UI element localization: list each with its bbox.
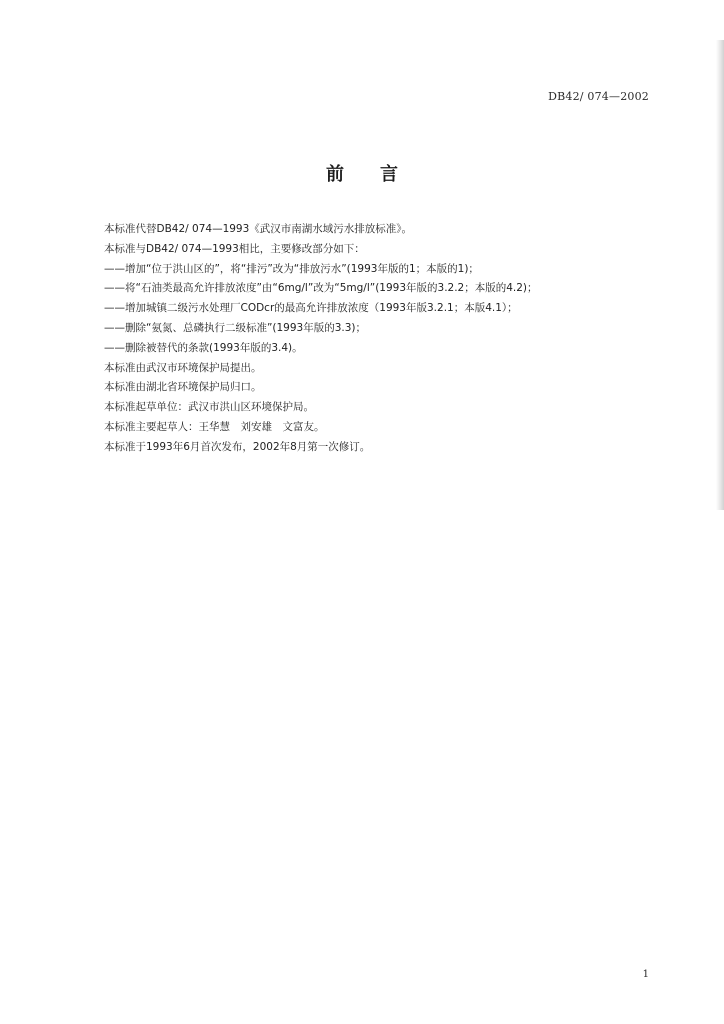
paragraph-line: 本标准主要起草人：王华慧 刘安雄 文富友。 [104,420,325,433]
change-item: ——将“石油类最高允许排放浓度”由“6mg/l”改为“5mg/l”(1993年版的3.2.2；本版的4.2)； [104,282,538,295]
change-item: ——增加“位于洪山区的”，将“排污”改为“排放污水”(1993年版的1；本版的1)； [104,262,479,275]
paragraph-line: 本标准与DB42/ 074—1993相比，主要修改部分如下： [104,242,365,255]
change-item: ——删除被替代的条款(1993年版的3.4)。 [104,341,303,354]
paragraph-line: 本标准代替DB42/ 074—1993《武汉市南湖水域污水排放标准》。 [104,223,413,235]
scan-shadow-edge [716,40,724,510]
page-title: 前言 [326,164,434,185]
page-number: 1 [642,969,649,980]
paragraph-line: 本标准起草单位：武汉市洪山区环境保护局。 [104,401,314,414]
document-code: DB42/ 074—2002 [548,90,649,103]
paragraph-line: 本标准于1993年6月首次发布，2002年8月第一次修订。 [104,440,371,453]
paragraph-line: 本标准由武汉市环境保护局提出。 [104,361,262,374]
change-item: ——删除“氨氮、总磷执行二级标准”(1993年版的3.3)； [104,321,366,334]
paragraph-line: 本标准由湖北省环境保护局归口。 [104,381,262,394]
change-item: ——增加城镇二级污水处理厂CODcr的最高允许排放浓度（1993年版3.2.1；本版4.1）； [104,302,518,315]
foreword-body [104,220,664,458]
